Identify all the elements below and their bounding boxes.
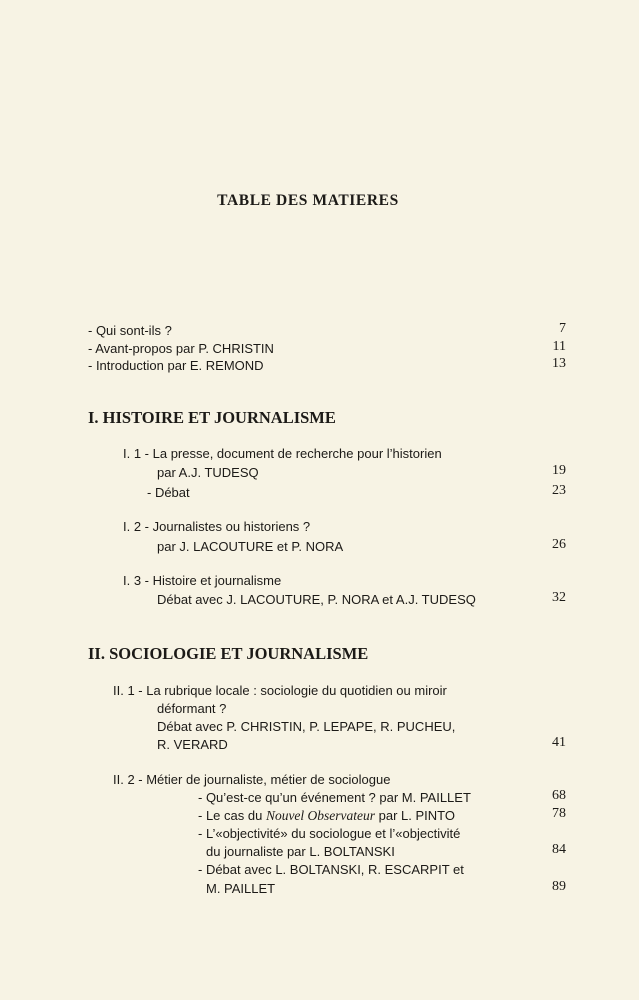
toc-subentry-cont: du journaliste par L. BOLTANSKI [206,844,395,859]
toc-entry-chapter: II. 2 - Métier de journaliste, métier de sociologue [113,772,391,787]
section-heading-part-1: I. HISTOIRE ET JOURNALISME [88,408,336,427]
toc-entry-introduction: - Introduction par E. REMOND [88,358,264,373]
page-number: 89 [552,879,566,894]
page-number: 23 [552,483,566,498]
toc-entry-author: Débat avec P. CHRISTIN, P. LEPAPE, R. PUCHEU, [157,719,456,734]
page-number: 41 [552,735,566,750]
toc-entry-chapter: II. 1 - La rubrique locale : sociologie du quotidien ou miroir [113,683,447,698]
page-number: 19 [552,463,566,478]
page-number: 32 [552,590,566,605]
subentry-prefix: - Le cas du [198,808,266,823]
toc-entry-author: par A.J. TUDESQ [157,465,259,480]
toc-entry-chapter: I. 1 - La presse, document de recherche pour l’historien [123,446,442,461]
page-number: 68 [552,788,566,803]
page-number: 11 [552,339,566,354]
toc-subentry: - Débat avec L. BOLTANSKI, R. ESCARPIT et [198,862,464,877]
page-number: 26 [552,537,566,552]
toc-entry-chapter-cont: déformant ? [157,701,227,716]
toc-entry-debate: - Débat [147,485,190,500]
toc-subentry: - L’«objectivité» du sociologue et l’«objectivité [198,826,461,841]
toc-subentry-cont: M. PAILLET [206,881,276,896]
section-heading-part-2: II. SOCIOLOGIE ET JOURNALISME [88,644,369,663]
toc-entry-chapter: I. 3 - Histoire et journalisme [123,573,282,588]
toc-entry-avant-propos: - Avant-propos par P. CHRISTIN [88,341,274,356]
toc-entry-qui-sont-ils: - Qui sont-ils ? [88,323,172,338]
toc-entry-author: par J. LACOUTURE et P. NORA [157,539,344,554]
toc-entry-author: R. VERARD [157,737,228,752]
toc-subentry [198,807,455,825]
page-number: 13 [552,356,566,371]
page-title: TABLE DES MATIERES [217,192,399,209]
page-number: 78 [552,806,566,821]
publication-title: Nouvel Observateur [265,808,376,823]
page-number: 84 [552,842,566,857]
toc-entry-author: Débat avec J. LACOUTURE, P. NORA et A.J. TUDESQ [157,592,476,607]
subentry-suffix: par L. PINTO [375,808,456,823]
toc-entry-chapter: I. 2 - Journalistes ou historiens ? [123,519,311,534]
toc-subentry: - Qu’est-ce qu’un événement ? par M. PAILLET [198,790,471,805]
page-number: 7 [559,321,566,336]
